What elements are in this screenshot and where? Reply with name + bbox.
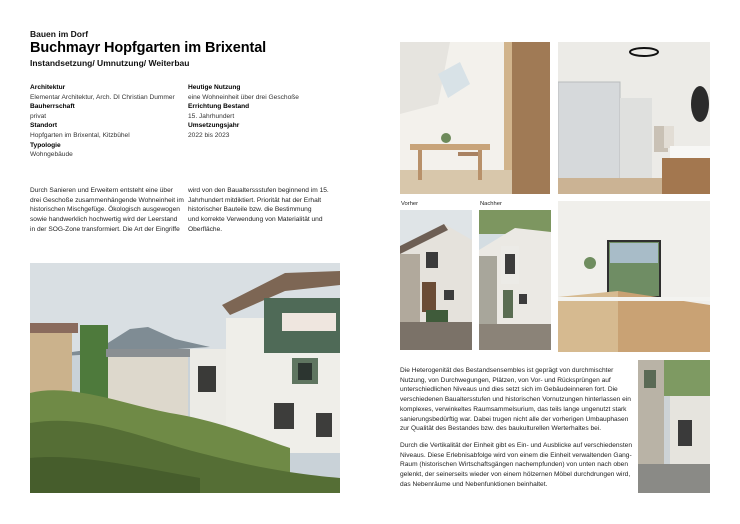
text-line: Jahrhundert mitdiktiert. Priorität hat der Erhalt xyxy=(188,196,322,204)
caption-after: Nachher xyxy=(480,201,502,207)
fact-value: 15. Jahrhundert xyxy=(188,112,235,120)
text-line: Durch Sanieren und Erweitern entsteht eine über xyxy=(30,187,173,194)
facts-left xyxy=(30,83,190,160)
fact-label: Errichtung Bestand xyxy=(188,103,250,111)
text-line: drei Geschoße zusammenhängende Wohneinheit im xyxy=(30,196,184,204)
interior-dining-photo xyxy=(400,42,550,194)
fact-value: Elementar Architektur, Arch. DI Christian Dummer xyxy=(30,93,175,101)
subtitle: Instandsetzung/ Umnutzung/ Weiterbau xyxy=(30,58,190,68)
text-line: wird von den Baualterssstufen beginnend im 15. xyxy=(188,187,329,194)
interior-bathroom-photo xyxy=(558,42,710,194)
intro-col-2 xyxy=(188,186,344,235)
text-line: Oberfläche. xyxy=(188,225,223,233)
exterior-passage-photo xyxy=(638,360,710,493)
text-line: Durch die Vertikalität der Einheit gibt es Ein- und Ausblicke auf verschiedensten xyxy=(400,442,633,449)
fact-label: Bauherrschaft xyxy=(30,103,75,111)
text-line: Raum (historischen Wirtschaftsgängen nachempfunden) von unten nach oben xyxy=(400,461,628,469)
text-line: das Nebenräume und Nebenfunktionen beinhaltet. xyxy=(400,480,548,488)
exterior-photo xyxy=(30,263,340,493)
text-line: und korrekte Verwendung von Materialität und xyxy=(188,216,323,224)
text-line: Die Heterogenität des Bestandsensembles ist geprägt von durchmischter xyxy=(400,367,614,374)
fact-value: privat xyxy=(30,112,47,120)
text-line: sowie handwerklich hochwertig wird der Leerstand xyxy=(30,216,178,224)
paragraph-2 xyxy=(400,441,632,490)
fact-label: Architektur xyxy=(30,84,66,91)
fact-label: Typologie xyxy=(30,141,61,149)
text-line: verschiedenen Baualtersstufen und historischen Vornutzungen hinterlassen ein xyxy=(400,396,631,404)
text-line: sanierungsbedürftig war. Dabei trugen nicht alle der vorherigen Umbauphasen xyxy=(400,415,629,423)
fact-label: Umsetzungsjahr xyxy=(188,122,240,130)
fact-label: Heutige Nutzung xyxy=(188,84,241,91)
eyebrow: Bauen im Dorf xyxy=(30,29,89,39)
caption-before: Vorher xyxy=(401,201,419,207)
page-title: Buchmayr Hopfgarten im Brixental xyxy=(30,40,267,56)
text-line: unterschiedlichen Niveaus und dies setzt sich im Gebäudeinneren fort. Die xyxy=(400,386,618,394)
text-line: historischen Mischgefüge. Ökologisch ausgewogen xyxy=(30,206,180,214)
after-photo xyxy=(479,210,551,350)
text-line: zur Qualität des Bestandes bzw. des baukulturellen Werterhaltes bei. xyxy=(400,425,602,433)
facts-right xyxy=(188,83,338,141)
fact-label: Standort xyxy=(30,122,58,130)
fact-value: Wohngebäude xyxy=(30,151,73,159)
fact-value: Hopfgarten im Brixental, Kitzbühel xyxy=(30,131,130,139)
text-line: Niveaus. Diese Erlebnisabfolge wird von einem die Einheit verwaltenden Gang- xyxy=(400,451,632,459)
text-line: Nutzung, von Durchwegungen, Plätzen, von Vor- und Rücksprüngen auf xyxy=(400,376,611,384)
fact-value: eine Wohneinheit über drei Geschoße xyxy=(188,93,299,101)
text-line: komplexes, verwinkeltes Raumsammelsurium, das teils lange ungenutzt stark xyxy=(400,405,627,413)
text-line: in der SOG-Zone transformiert. Die Art der Eingriffe xyxy=(30,225,180,233)
fact-value: 2022 bis 2023 xyxy=(188,131,230,139)
text-line: historischer Bauteile bzw. die Bestimmung xyxy=(188,206,312,214)
text-line: gelenkt, der seinerseits wieder von einem hölzernen Möbel durchdrungen wird, xyxy=(400,471,631,479)
before-photo xyxy=(400,210,472,350)
interior-stair-photo xyxy=(558,201,710,352)
intro-col-1 xyxy=(30,186,186,235)
paragraph-1 xyxy=(400,366,632,434)
